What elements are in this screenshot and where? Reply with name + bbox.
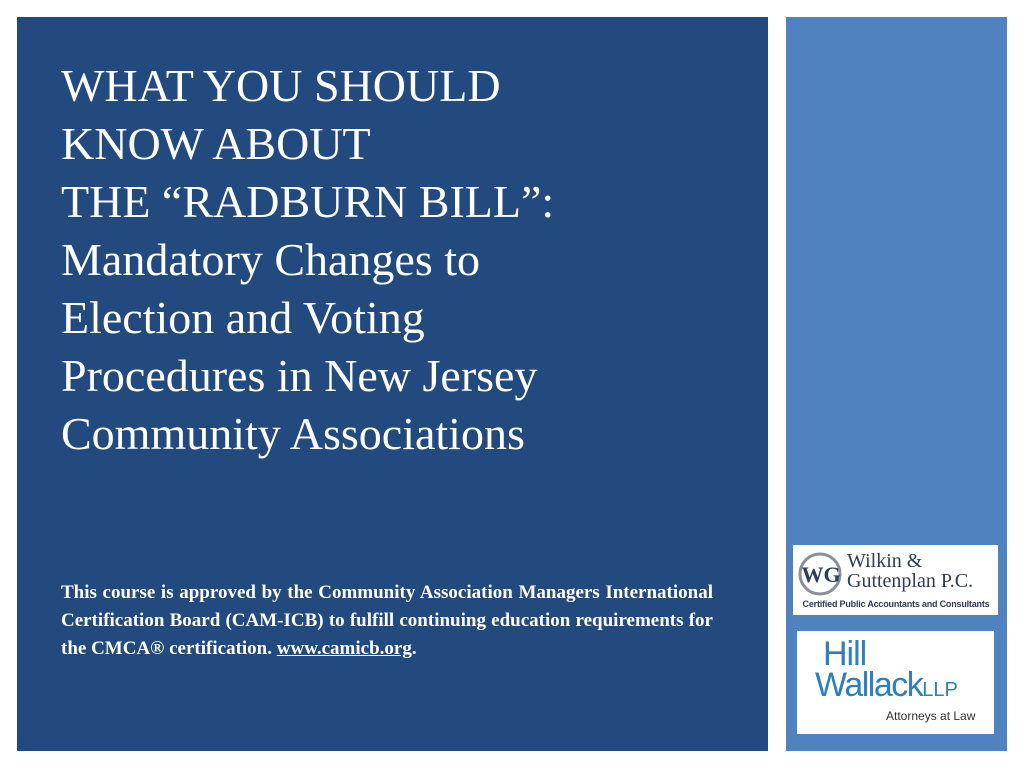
hw-name-wallack: Wallack [815, 666, 923, 704]
title-line-7: Community Associations [61, 408, 525, 459]
hw-name-line-2 [815, 668, 958, 707]
wg-firm-name [847, 551, 997, 591]
approval-text: This course is approved by the Community Association Managers International Certification Board (CAM-ICB) to fulfill continuing education requirements for the CMCA® certification. [61, 582, 713, 659]
wg-tagline: Certified Public Accountants and Consultants [802, 599, 990, 609]
hill-wallack-logo [797, 631, 994, 734]
title-line-5: Election and Voting [61, 292, 425, 343]
slide-title [61, 57, 721, 463]
approval-period: . [411, 638, 417, 659]
hw-name-line-1: Hill [823, 635, 867, 673]
title-line-1: WHAT YOU SHOULD [61, 60, 501, 111]
wg-name-line-1: Wilkin & [847, 550, 923, 572]
wg-monogram-icon [797, 551, 845, 597]
svg-text:WG: WG [801, 562, 841, 587]
hw-llp-suffix: LLP [922, 679, 958, 701]
title-line-6: Procedures in New Jersey [61, 350, 538, 401]
wg-name-line-2: Guttenplan P.C. [847, 570, 974, 592]
camicb-link[interactable]: www.camicb.org [276, 638, 412, 659]
title-line-4: Mandatory Changes to [61, 234, 481, 285]
approval-statement [61, 579, 713, 663]
wilkin-guttenplan-logo [793, 545, 998, 615]
title-line-2: KNOW ABOUT [61, 118, 371, 169]
title-line-3: THE “RADBURN BILL”: [61, 176, 555, 227]
hw-tagline: Attorneys at Law [886, 709, 976, 723]
